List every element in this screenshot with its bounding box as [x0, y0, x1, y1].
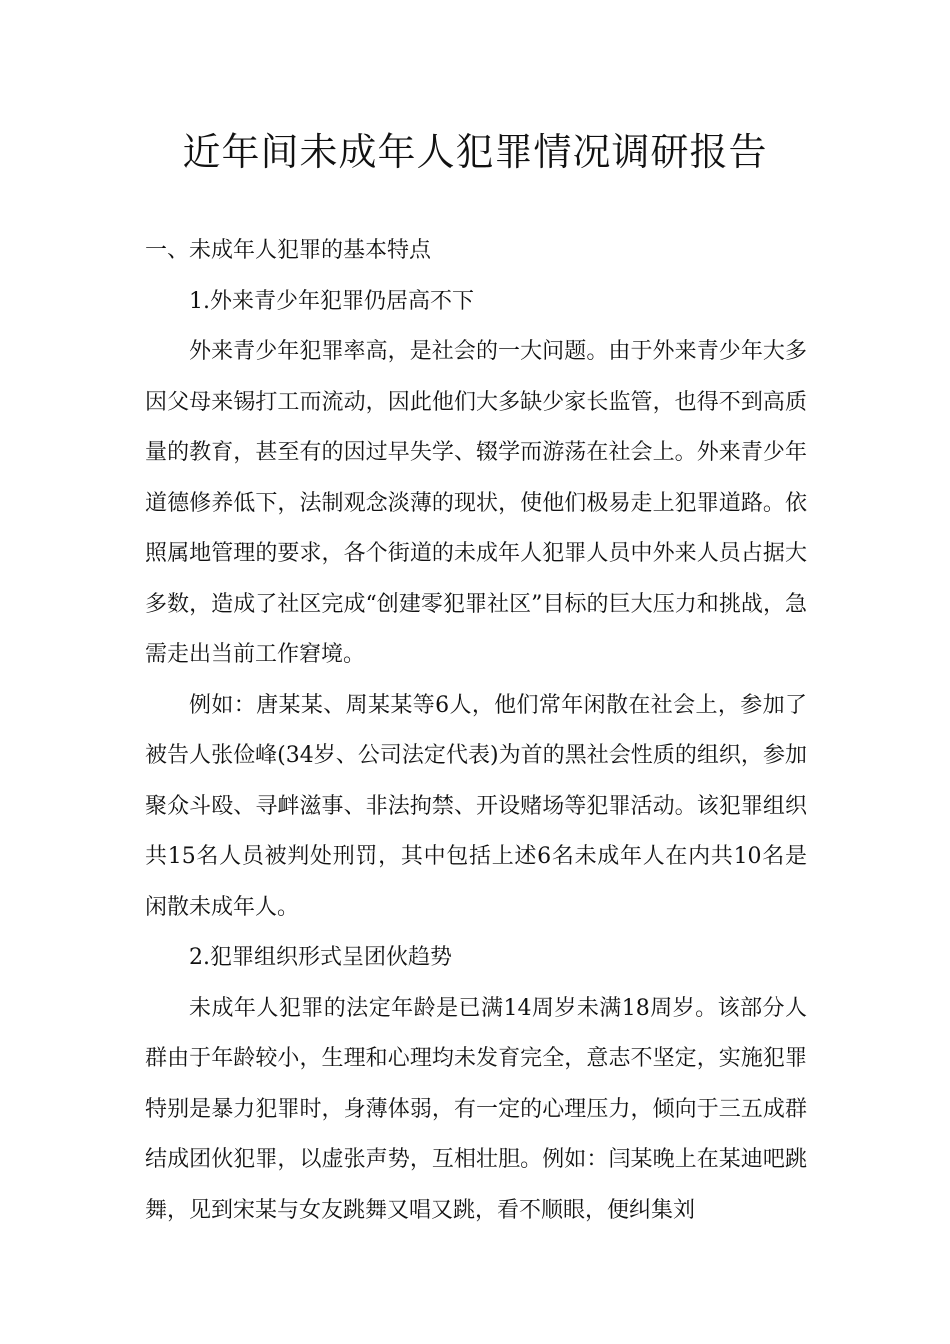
paragraph: 未成年人犯罪的法定年龄是已满14周岁未满18周岁。该部分人群由于年龄较小，生理和心理均未发育完全，意志不坚定，实施犯罪特别是暴力犯罪时，身薄体弱，有一定的心理压力，倾向于三五成群结成团伙犯罪，以虚张声势，互相壮胆。例如：闫某晚上在某迪吧跳舞，见到宋某与女友跳舞又唱又跳，看不顺眼，便纠集刘 [145, 995, 807, 1223]
paragraph: 外来青少年犯罪率高，是社会的一大问题。由于外来青少年大多因父母来锡打工而流动，因此他们大多缺少家长监管，也得不到高质量的教育，甚至有的因过早失学、辍学而游荡在社会上。外来青少年道德修养低下，法制观念淡薄的现状，使他们极易走上犯罪道路。依照属地管理的要求，各个街道的未成年人犯罪人员中外来人员占据大多数，造成了社区完成“创建零犯罪社区”目标的巨大压力和挑战，急需走出当前工作窘境。 [145, 339, 807, 667]
section-heading: 一、未成年人犯罪的基本特点 [145, 238, 432, 263]
document-body [145, 226, 807, 1236]
paragraph: 例如：唐某某、周某某等6人，他们常年闲散在社会上，参加了被告人张俭峰(34岁、公司法定代表)为首的黑社会性质的组织，参加聚众斗殴、寻衅滋事、非法拘禁、开设赌场等犯罪活动。该犯罪组织共15名人员被判处刑罚，其中包括上述6名未成年人在内共10名是闲散未成年人。 [145, 692, 807, 920]
subsection-heading: 1.外来青少年犯罪仍居高不下 [189, 288, 474, 314]
subsection-heading: 2.犯罪组织形式呈团伙趋势 [189, 945, 452, 970]
document-title: 近年间未成年人犯罪情况调研报告 [182, 130, 768, 174]
